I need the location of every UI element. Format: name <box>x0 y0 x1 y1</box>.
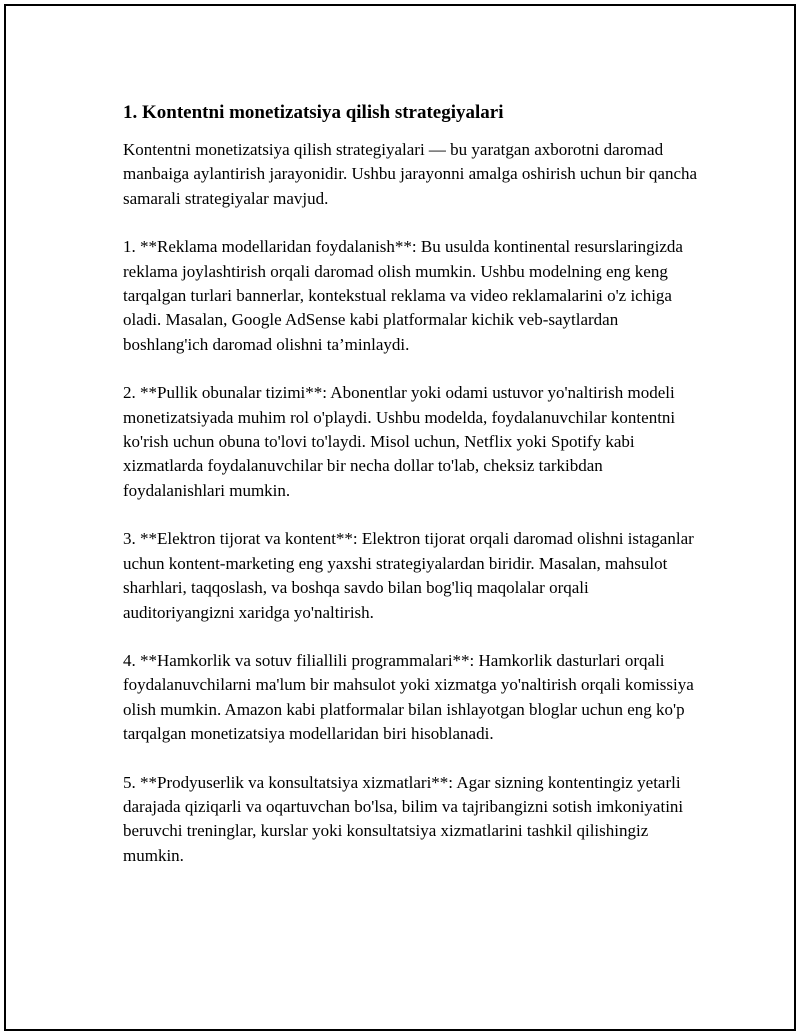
strategy-item-2: 2. **Pullik obunalar tizimi**: Abonentlar yoki odami ustuvor yo'naltirish modeli monetizatsiyada muhim rol o'playdi. Ushbu modelda, foydalanuvchilar kontentni ko'rish uchun obuna to'lovi to'laydi. Misol uchun, Netflix yoki Spotify kabi xizmatlarda foydalanuvchilar bir necha dollar to'lab, cheksiz tarkibdan foydalanishlari mumkin. <box>123 383 676 500</box>
intro-paragraph: Kontentni monetizatsiya qilish strategiyalari — bu yaratgan axborotni daromad manbaiga aylantirish jarayonidir. Ushbu jarayonni amalga oshirish uchun bir qancha samarali strategiyalar mavjud. <box>123 140 698 208</box>
strategy-item-5: 5. **Prodyuserlik va konsultatsiya xizmatlari**: Agar sizning kontentingiz yetarli darajada qiziqarli va oqartuvchan bo'lsa, bilim va tajribangizni sotish imkoniyatini beruvchi treninglar, kurslar yoki konsultatsiya xizmatlarini tashkil qilishingiz mumkin. <box>123 772 684 865</box>
page-frame <box>4 4 796 1031</box>
strategy-item-1: 1. **Reklama modellaridan foydalanish**: Bu usulda kontinental resurslaringizda reklama joylashtirish orqali daromad olish mumkin. Ushbu modelning eng keng tarqalgan turlari bannerlar, kontekstual reklama va video reklamalarini o'z ichiga oladi. Masalan, Google AdSense kabi platformalar kichik veb-saytlardan boshlang'ich daromad olishni ta’minlaydi. <box>123 237 683 354</box>
strategy-item-3: 3. **Elektron tijorat va kontent**: Elektron tijorat orqali daromad olishni istaganlar uchun kontent-marketing eng yaxshi strategiyalardan biridir. Masalan, mahsulot sharhlari, taqqoslash, va boshqa savdo bilan bog'liq maqolalar orqali auditoriyangizni xaridga yo'naltirish. <box>123 529 694 622</box>
strategy-item-4: 4. **Hamkorlik va sotuv filiallili programmalari**: Hamkorlik dasturlari orqali foydalanuvchilarni ma'lum bir mahsulot yoki xizmatga yo'naltirish orqali komissiya olish mumkin. Amazon kabi platformalar bilan ishlayotgan bloglar uchun eng ko'p tarqalgan monetizatsiya modellaridan biri hisoblanadi. <box>123 650 694 744</box>
document-body <box>123 100 703 892</box>
page-title: 1. Kontentni monetizatsiya qilish strategiyalari <box>123 102 504 123</box>
